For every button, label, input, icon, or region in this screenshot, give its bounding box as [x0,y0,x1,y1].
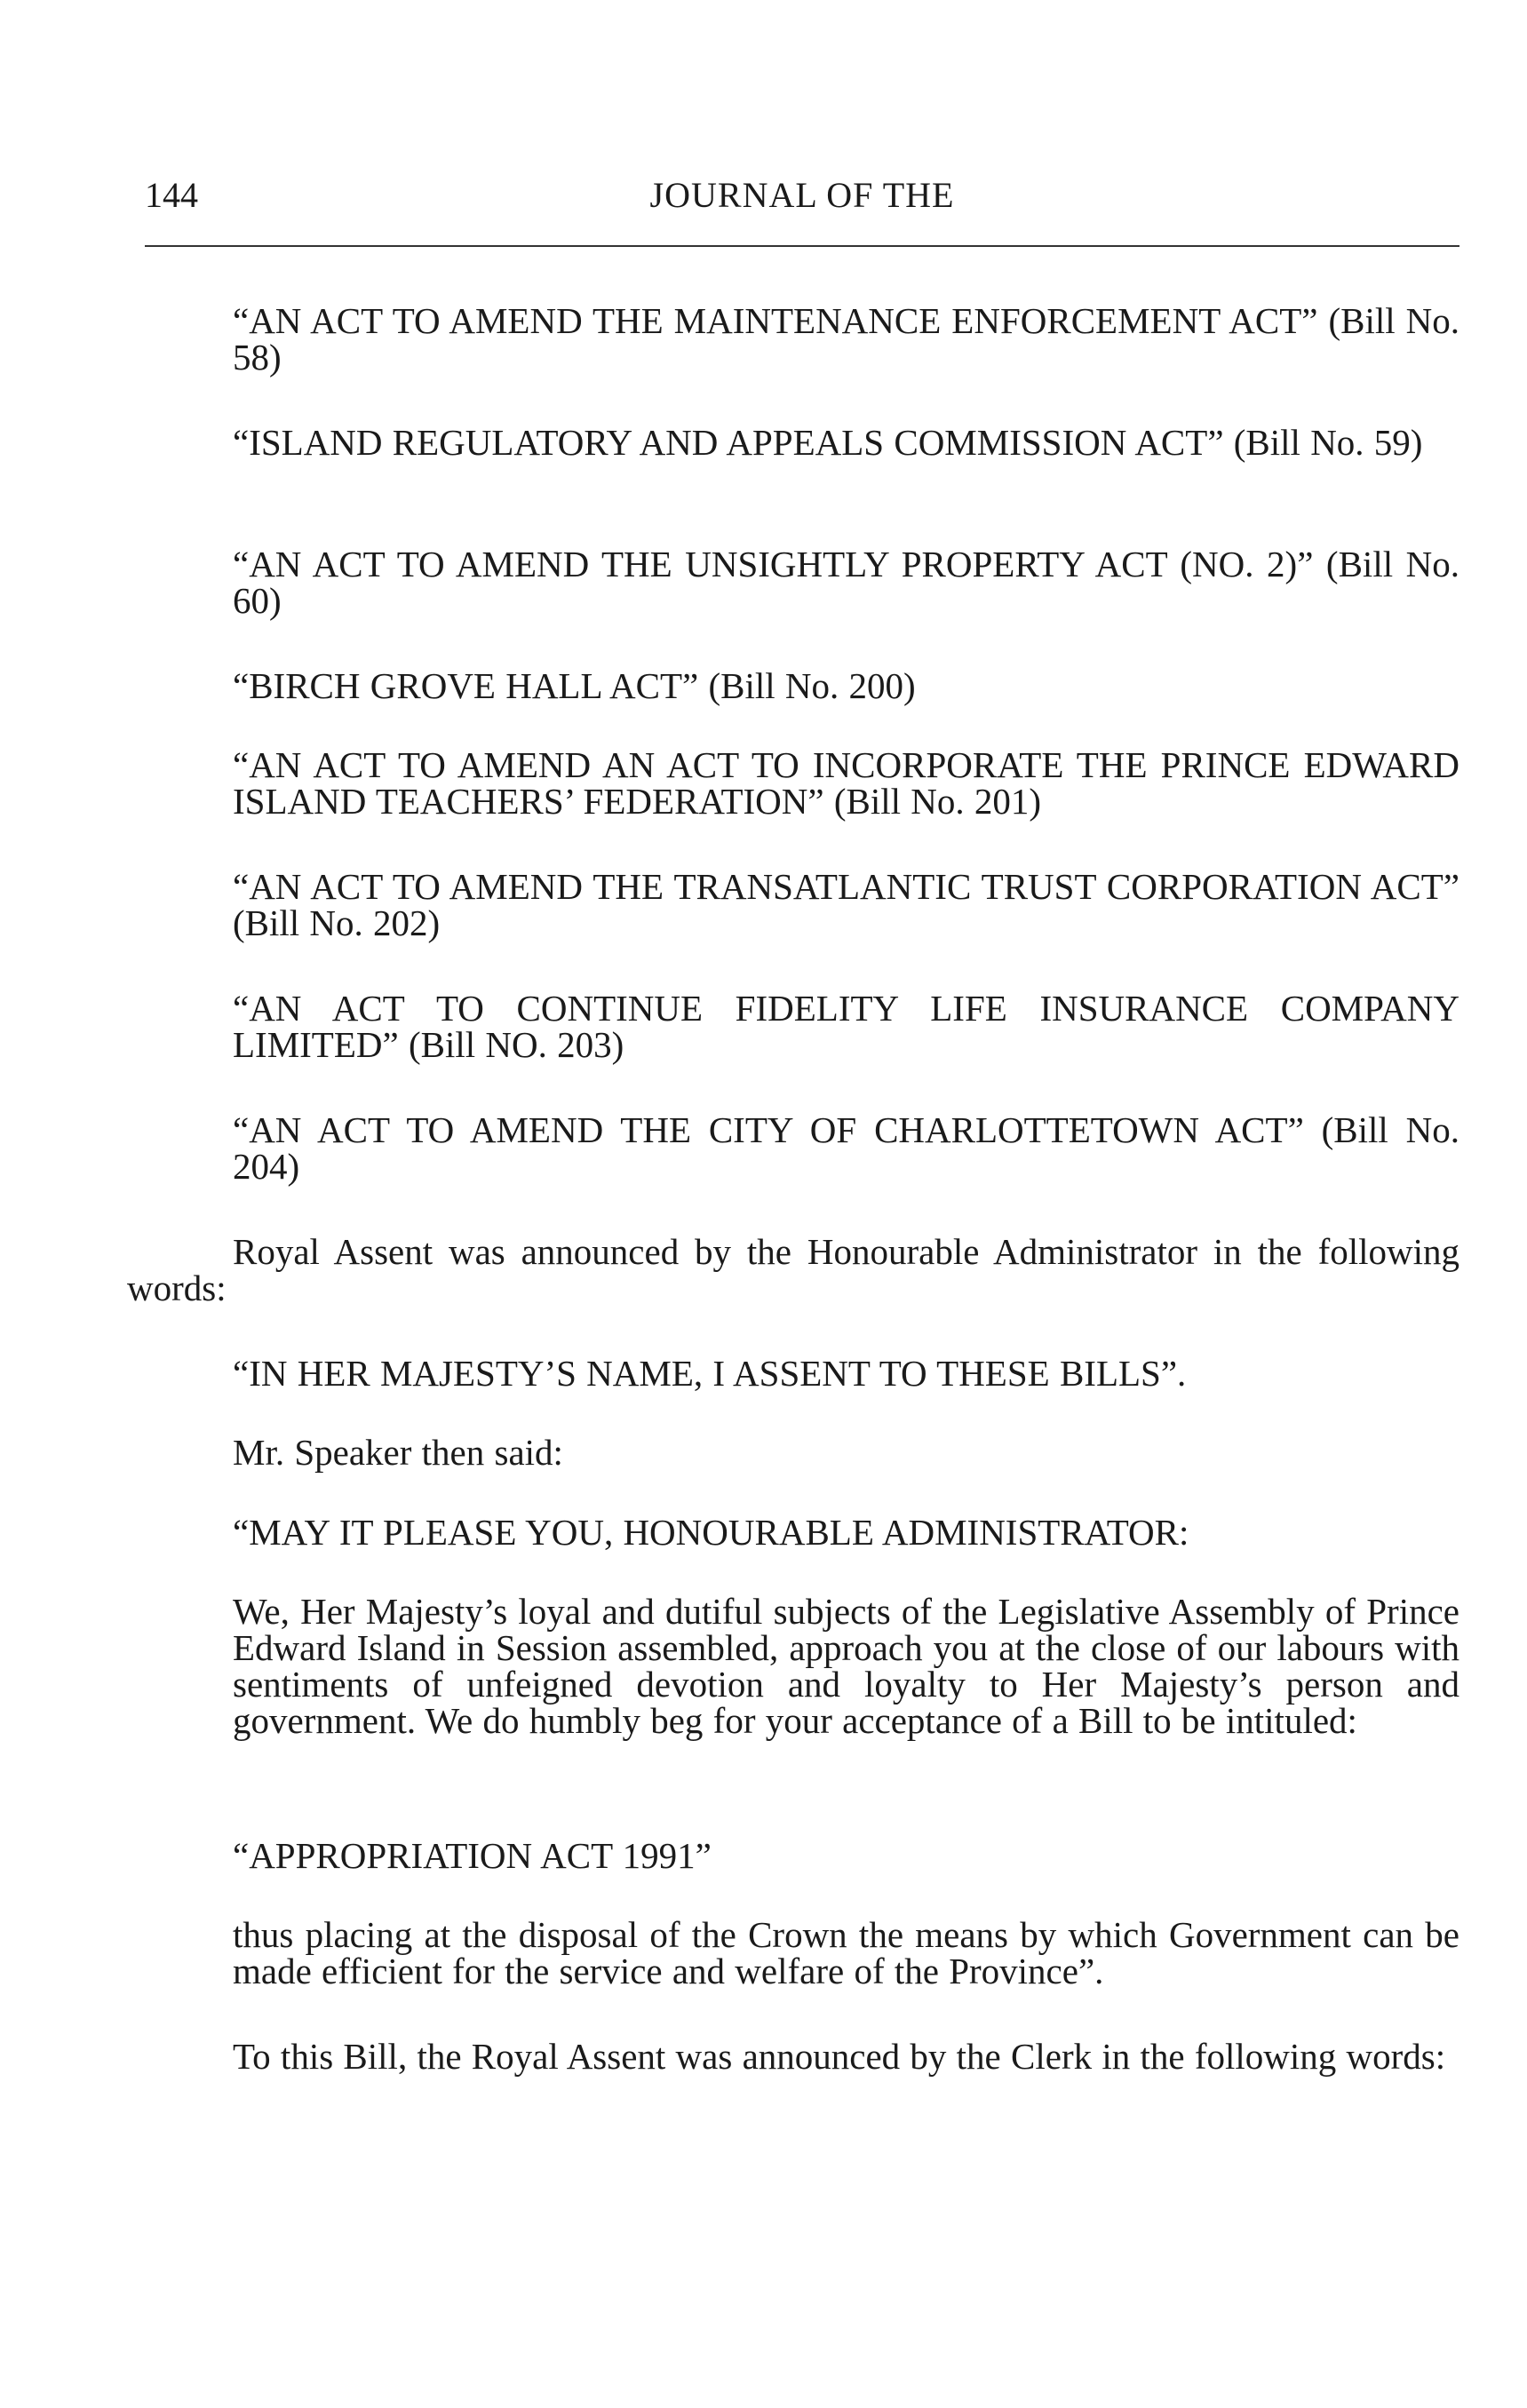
clerk-announcement: To this Bill, the Royal Assent was announced by the Clerk in the following words: [233,2036,1446,2077]
running-title: JOURNAL OF THE [649,175,955,215]
page-number: 144 [145,175,198,215]
bill-entry-200: “BIRCH GROVE HALL ACT” (Bill No. 200) [233,665,916,706]
bill-entry-201: “AN ACT TO AMEND AN ACT TO INCORPORATE THE PRINCE EDWARD ISLAND TEACHERS’ FEDERATION” (Bill No. 201) [233,744,1459,822]
header-rule [145,245,1459,247]
address-salutation: “MAY IT PLEASE YOU, HONOURABLE ADMINISTRATOR: [233,1512,1189,1553]
page-header [145,169,1459,222]
bill-entry-59: “ISLAND REGULATORY AND APPEALS COMMISSION ACT” (Bill No. 59) [233,422,1423,463]
bill-entry-203: “AN ACT TO CONTINUE FIDELITY LIFE INSURANCE COMPANY LIMITED” (Bill NO. 203) [233,988,1459,1065]
assent-quote: “IN HER MAJESTY’S NAME, I ASSENT TO THESE BILLS”. [233,1353,1187,1394]
bill-entry-60: “AN ACT TO AMEND THE UNSIGHTLY PROPERTY ACT (NO. 2)” (Bill No. 60) [233,544,1459,621]
address-body: We, Her Majesty’s loyal and dutiful subjects of the Legislative Assembly of Prince Edward Island in Session assembled, approach you at the close of our labours with sentiments of unfeigned devotion and loyalty to Her Majesty’s person and government. We do humbly beg for your acceptance of a Bill to be intituled: [233,1591,1459,1741]
bill-entry-204: “AN ACT TO AMEND THE CITY OF CHARLOTTETOWN ACT” (Bill No. 204) [233,1109,1459,1187]
royal-assent-announcement: Royal Assent was announced by the Honourable Administrator in the following words: [127,1231,1459,1308]
bill-entry-58: “AN ACT TO AMEND THE MAINTENANCE ENFORCEMENT ACT” (Bill No. 58) [233,300,1459,377]
address-closing: thus placing at the disposal of the Crown the means by which Government can be made efficient for the service and welfare of the Province”. [233,1914,1459,1991]
speaker-said: Mr. Speaker then said: [233,1432,563,1473]
bill-entry-202: “AN ACT TO AMEND THE TRANSATLANTIC TRUST CORPORATION ACT” (Bill No. 202) [233,866,1459,943]
appropriation-act-title: “APPROPRIATION ACT 1991” [233,1835,712,1876]
